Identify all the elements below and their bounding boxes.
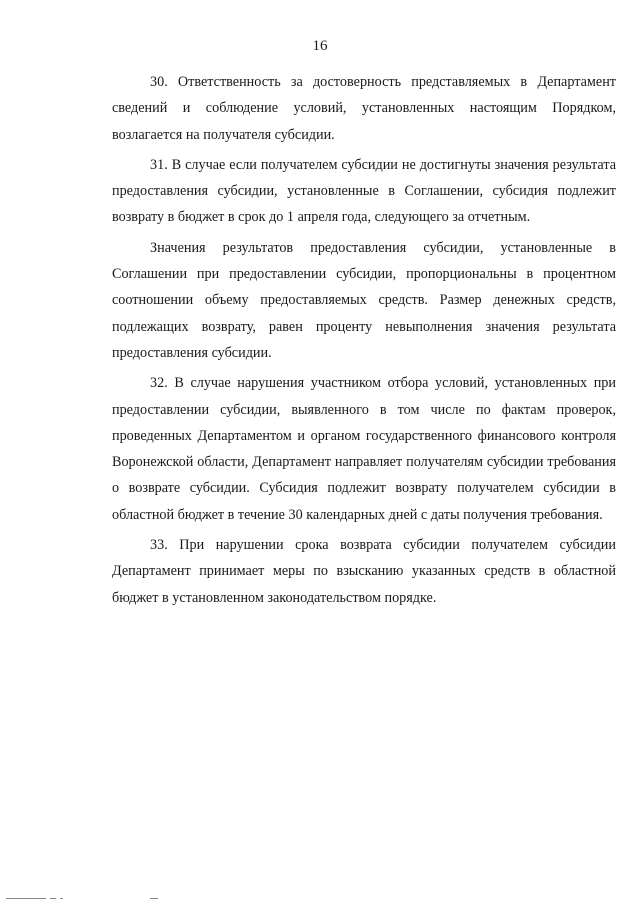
scan-mark [6,898,46,899]
scan-edge-marks [0,895,640,905]
paragraph-31: 31. В случае если получателем субсидии не достигнуты значения результата предоставления субсидии, установленные в Соглашении, субсидия подлежит возврату в бюджет в срок до 1 апреля года, следующего за отчетным. [112,156,616,226]
paragraph-32: 32. В случае нарушения участником отбора условий, установленных при предоставлении субсидии, выявленного в том числе по фактам проверок, проведенных Департаментом и органом государственного финансового контроля Воронежской области, Департамент направляет получателям субсидии требования о возврате субсидии. Субсидия подлежит возврату получателем субсидии в областной бюджет в течение 30 календарных дней с даты получения требования. [112,375,616,523]
paragraph-33: 33. При нарушении срока возврата субсидии получателем субсидии Департамент принимает меры по взысканию указанных средств в областной бюджет в установленном законодательством порядке. [112,537,616,606]
scan-mark [50,898,56,899]
page-number: 16 [312,38,328,54]
paragraph-result-values: Значения результатов предоставления субсидии, установленные в Соглашении при предоставлении субсидии, пропорциональны в процентном соотношении объему предоставляемых средств. Размер денежных средств, подлежащих возврату, равен проценту невыполнения значения результата предоставления субсидии. [112,239,616,361]
scan-mark [60,898,63,899]
document-body [112,69,616,615]
scan-mark [150,898,158,899]
paragraph-30: 30. Ответственность за достоверность представляемых в Департамент сведений и соблюдение условий, установленных настоящим Порядком, возлагается на получателя субсидии. [112,74,616,143]
